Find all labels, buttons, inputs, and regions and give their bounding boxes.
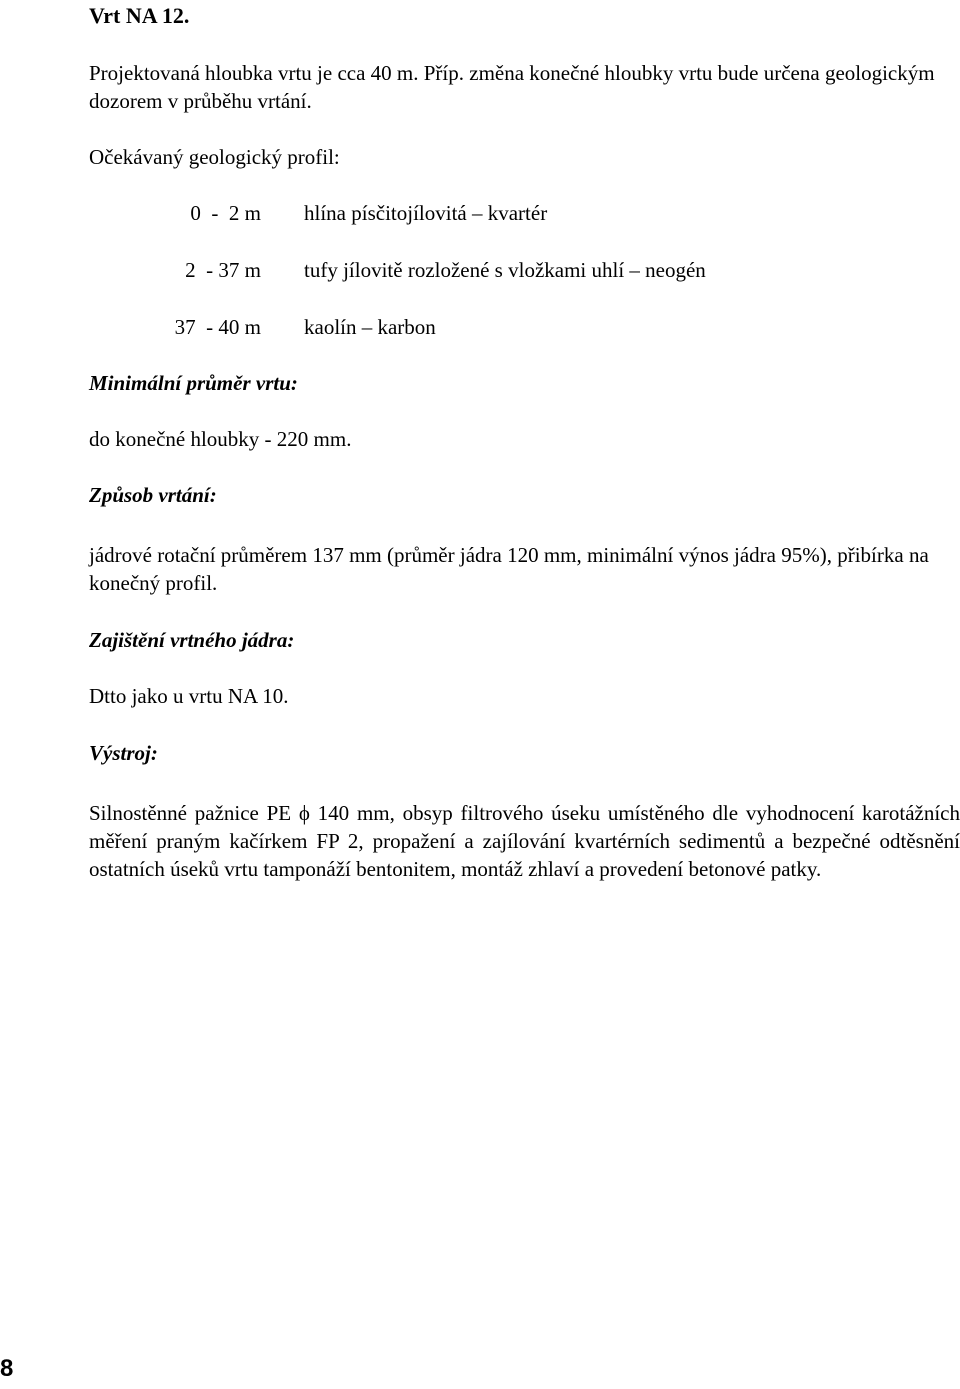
profile-range: 37 - 40 m <box>174 315 261 339</box>
profile-range: 0 - 2 m <box>190 201 261 225</box>
core-securing-heading: Zajištění vrtného jádra: <box>89 628 295 652</box>
profile-description: tufy jílovitě rozložené s vložkami uhlí – neogén <box>304 258 706 282</box>
profile-intro: Očekávaný geologický profil: <box>89 145 340 169</box>
page-number: 8 <box>0 1355 14 1382</box>
min-diameter-heading: Minimální průměr vrtu: <box>89 371 298 395</box>
profile-range: 2 - 37 m <box>185 258 261 282</box>
core-securing-text: Dtto jako u vrtu NA 10. <box>89 684 289 708</box>
equipment-heading: Výstroj: <box>89 741 158 765</box>
profile-row <box>89 256 849 284</box>
document-title: Vrt NA 12. <box>89 3 190 28</box>
profile-description: hlína písčitojílovitá – kvartér <box>304 201 548 225</box>
profile-row <box>89 199 849 227</box>
profile-description: kaolín – karbon <box>304 315 436 339</box>
intro-paragraph: Projektovaná hloubka vrtu je cca 40 m. Příp. změna konečné hloubky vrtu bude určena geologickým dozorem v průběhu vrtání. <box>89 61 935 113</box>
min-diameter-text: do konečné hloubky - 220 mm. <box>89 427 352 451</box>
profile-row <box>89 313 849 341</box>
equipment-text: Silnostěnné pažnice PE ϕ 140 mm, obsyp filtrového úseku umístěného dle vyhodnocení karotážních měření praným kačírkem FP 2, propažení a zajílování kvartérních sedimentů a bezpečné odtěsnění ostatních úseků vrtu tamponáží bentonitem, montáž zhlaví a provedení betonové patky. <box>89 801 960 881</box>
drilling-method-text: jádrové rotační průměrem 137 mm (průměr jádra 120 mm, minimální výnos jádra 95%), přibírka na konečný profil. <box>89 543 929 595</box>
drilling-method-heading: Způsob vrtání: <box>89 483 217 507</box>
